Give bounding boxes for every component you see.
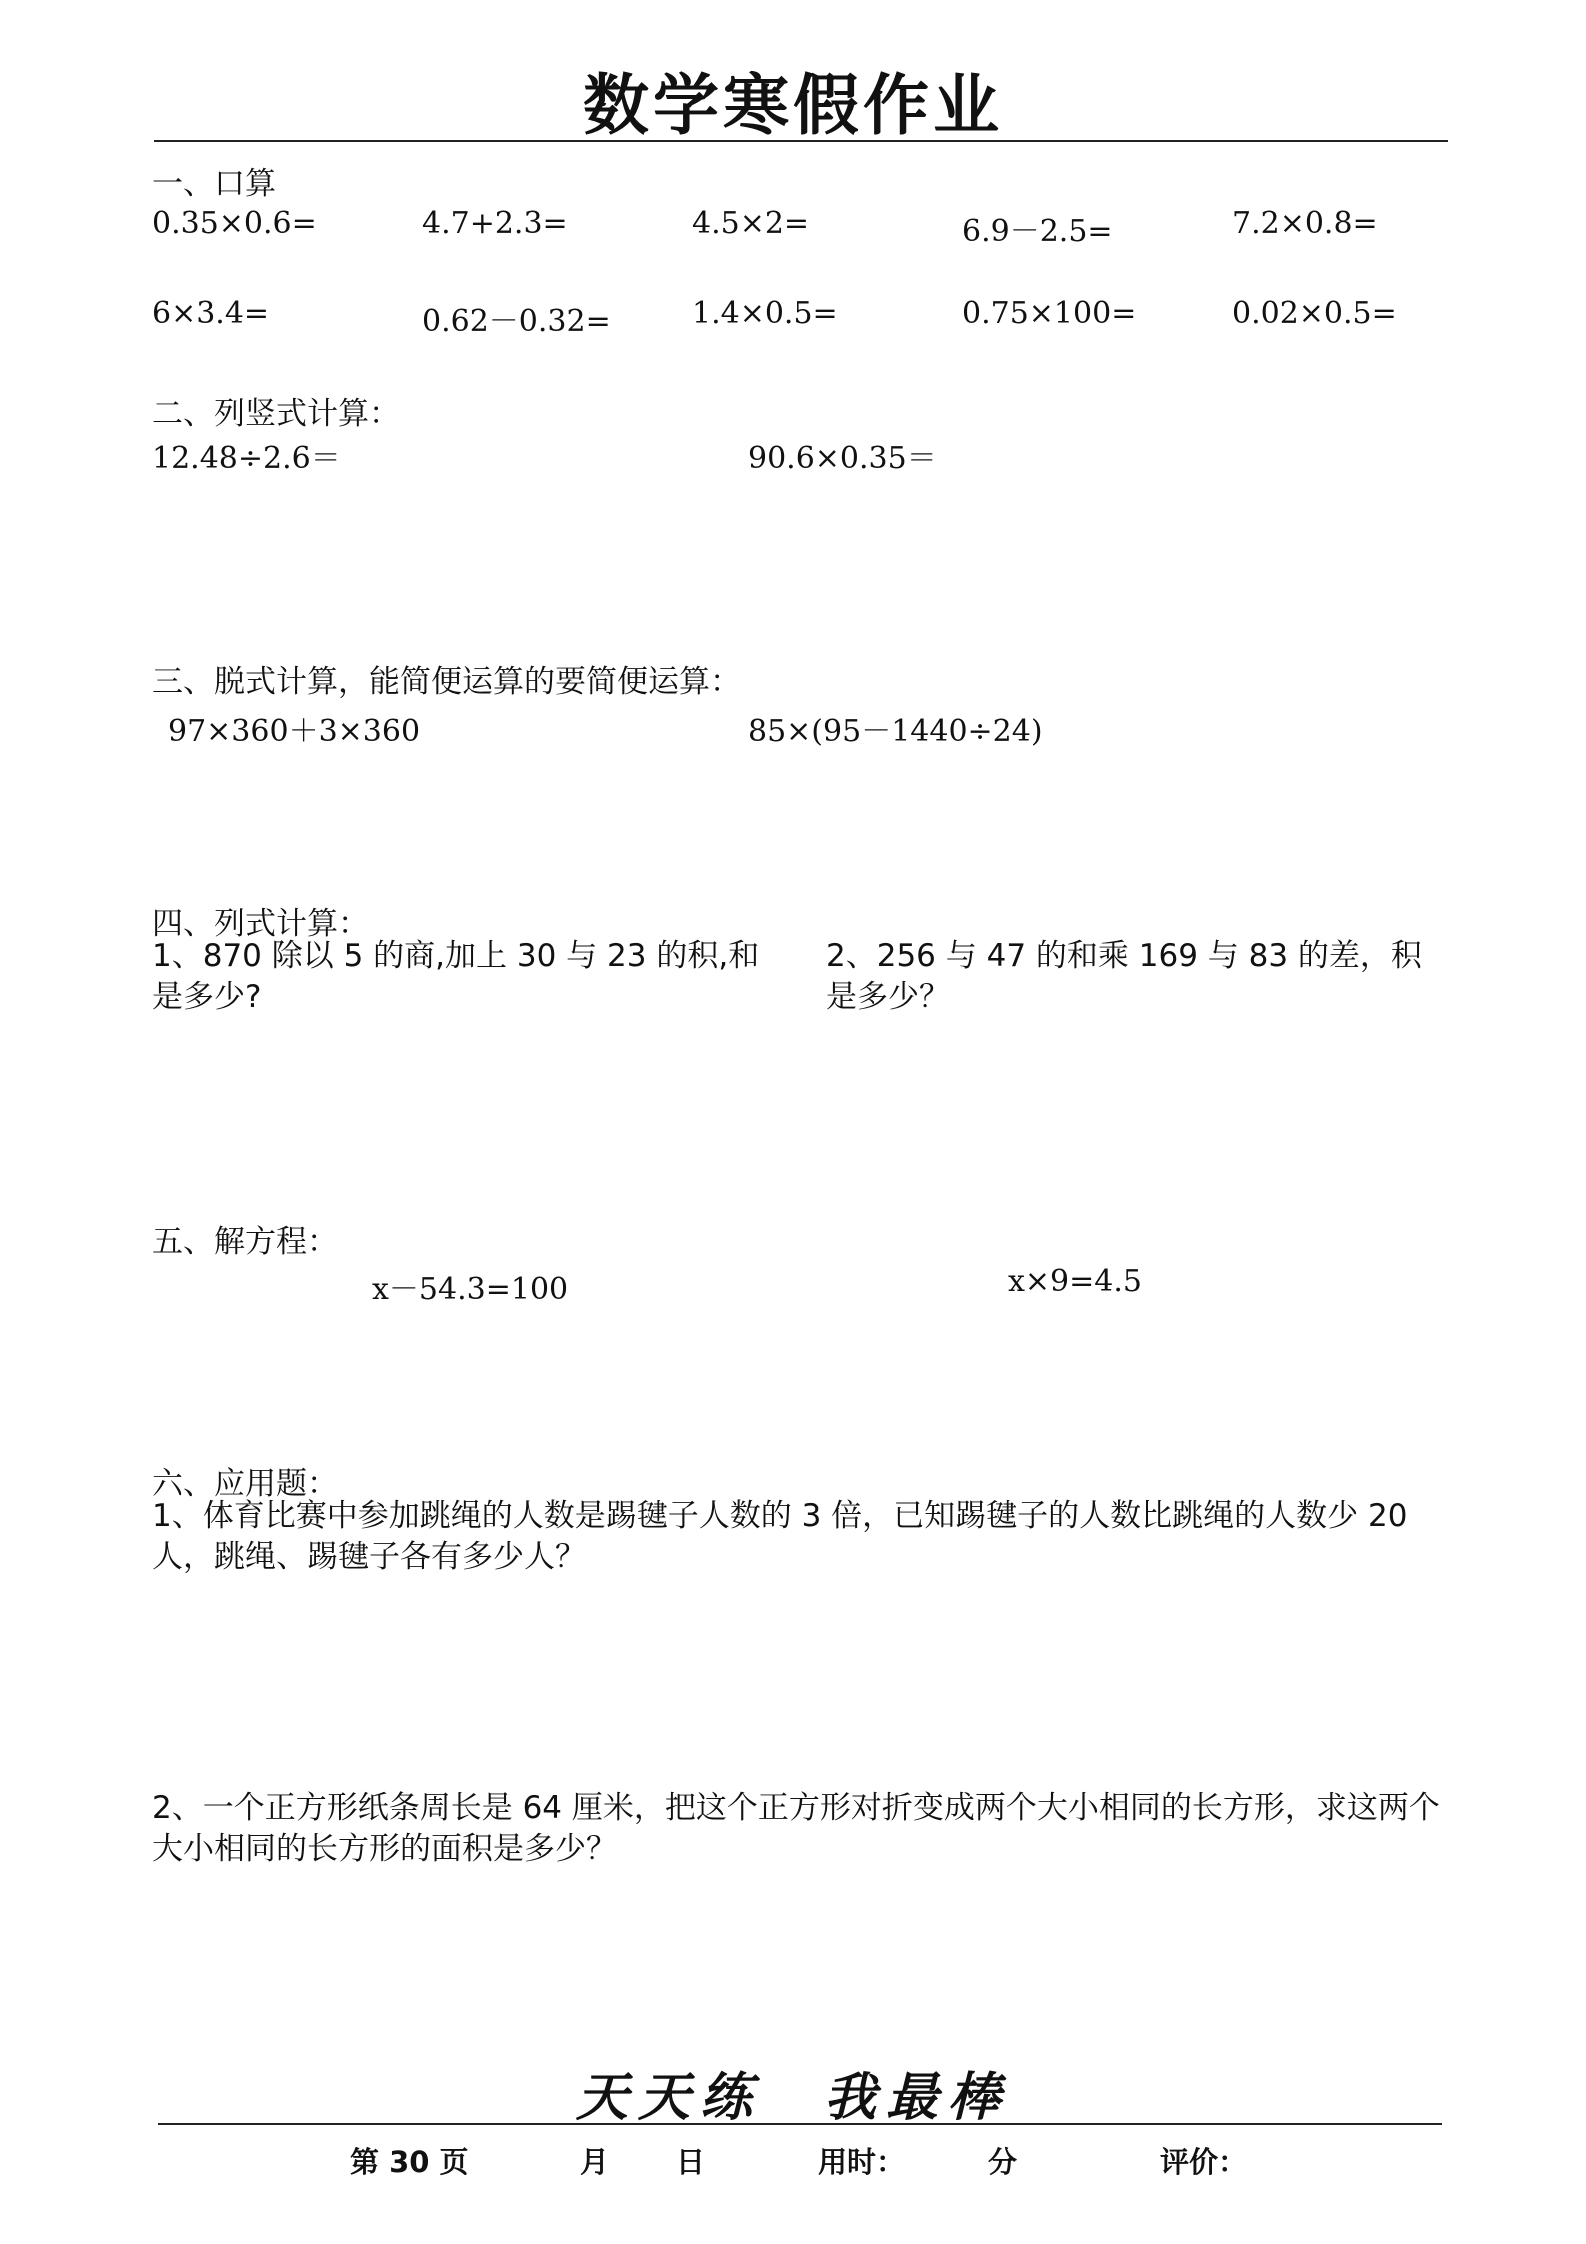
oral-problem: 6.9－2.5= — [962, 214, 1113, 249]
oral-problem: 0.02×0.5= — [1232, 296, 1397, 331]
word-calculation-problem: 2、256 与 47 的和乘 169 与 83 的差，积是多少？ — [826, 938, 1422, 1015]
day-label: 日 — [676, 2145, 706, 2179]
evaluation-label: 评价： — [1160, 2145, 1248, 2179]
section-5-heading: 五、解方程： — [152, 1224, 338, 1260]
page-title: 数学寒假作业 — [583, 67, 1003, 144]
section-4-heading: 四、列式计算： — [152, 906, 369, 942]
section-3-heading: 三、脱式计算，能简便运算的要简便运算： — [152, 664, 741, 700]
word-calculation-problem: 1、870 除以 5 的商,加上 30 与 23 的积,和是多少? — [152, 938, 760, 1015]
section-6-heading: 六、应用题： — [152, 1466, 338, 1502]
equation-problem: x×9=4.5 — [1008, 1264, 1142, 1299]
slogan: 天天练 我最棒 — [575, 2067, 1010, 2128]
title-underline — [154, 140, 1448, 142]
oral-problem: 1.4×0.5= — [692, 296, 838, 331]
section-1-heading: 一、口算 — [152, 166, 276, 202]
expression-problem: 97×360＋3×360 — [168, 714, 421, 749]
section-2-heading: 二、列竖式计算： — [152, 396, 400, 432]
application-problem: 1、体育比赛中参加跳绳的人数是踢毽子人数的 3 倍，已知踢毽子的人数比跳绳的人数少 20 人，跳绳、踢毽子各有多少人？ — [152, 1498, 1408, 1575]
oral-problem: 0.75×100= — [962, 296, 1137, 331]
page-number: 第 30 页 — [350, 2145, 469, 2179]
expression-problem: 85×(95－1440÷24) — [748, 714, 1043, 749]
month-label: 月 — [580, 2145, 610, 2179]
minutes-label: 分 — [988, 2145, 1018, 2179]
time-label: 用时： — [818, 2145, 906, 2179]
oral-problem: 4.7+2.3= — [422, 206, 568, 241]
equation-problem: x－54.3=100 — [372, 1272, 569, 1307]
vertical-problem: 90.6×0.35＝ — [748, 441, 937, 476]
oral-problem: 6×3.4= — [152, 296, 270, 331]
oral-problem: 0.62－0.32= — [422, 304, 611, 339]
footer-rule — [158, 2123, 1442, 2125]
application-problem: 2、一个正方形纸条周长是 64 厘米，把这个正方形对折变成两个大小相同的长方形，求这两个大小相同的长方形的面积是多少？ — [152, 1790, 1440, 1867]
oral-problem: 7.2×0.8= — [1232, 206, 1378, 241]
oral-problem: 0.35×0.6= — [152, 206, 317, 241]
vertical-problem: 12.48÷2.6＝ — [152, 441, 341, 476]
oral-problem: 4.5×2= — [692, 206, 810, 241]
